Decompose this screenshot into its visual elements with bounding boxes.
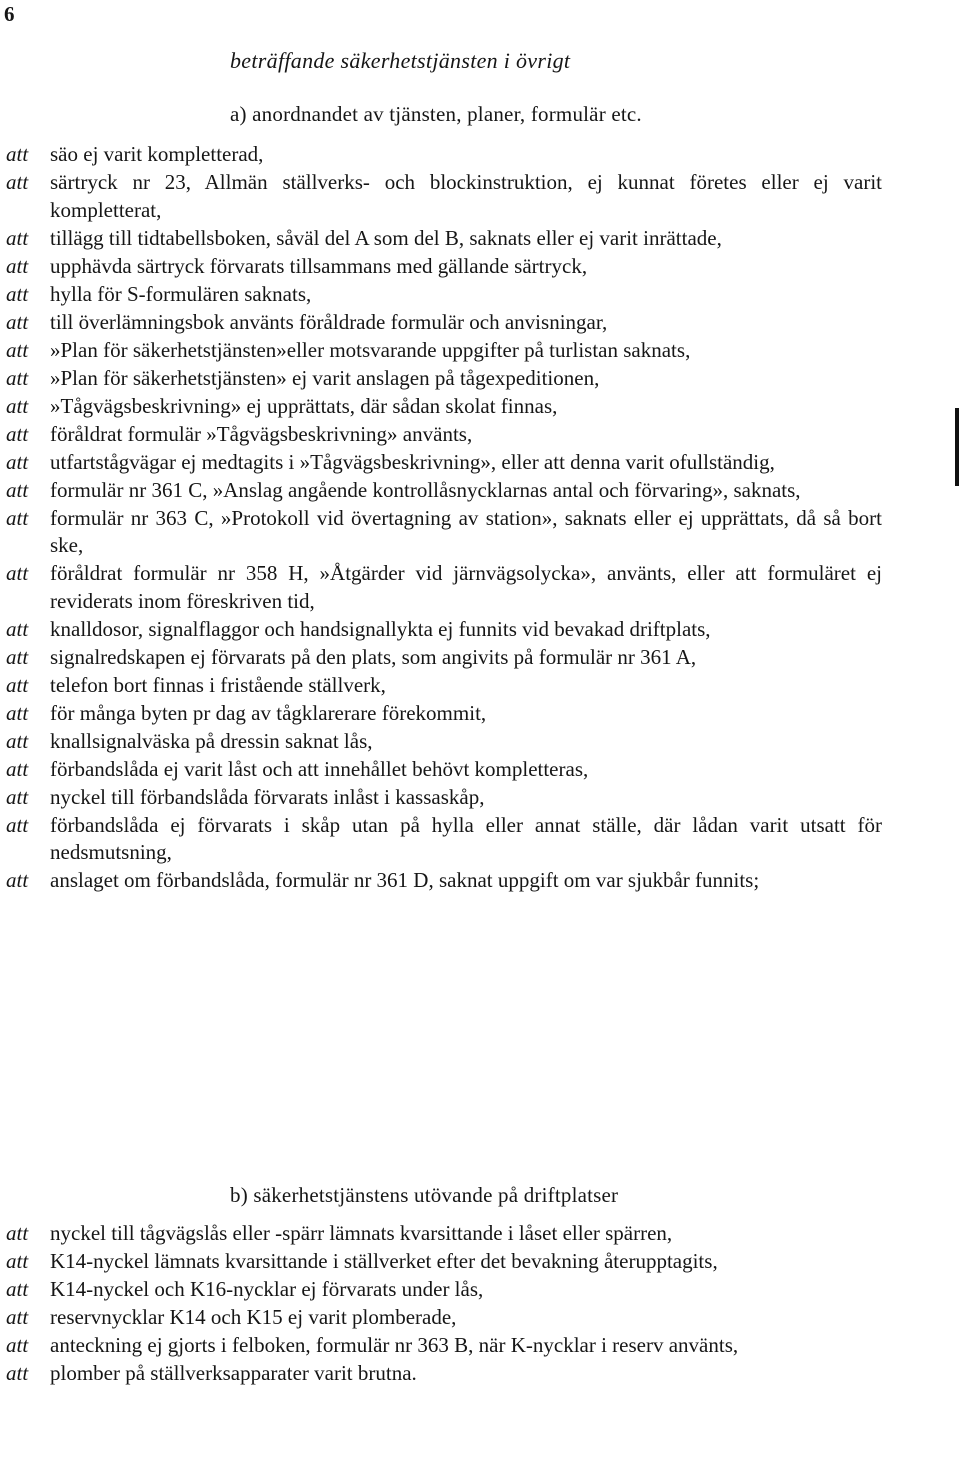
item-prefix: att bbox=[6, 868, 29, 892]
item-prefix: att bbox=[6, 616, 29, 641]
list-item bbox=[6, 141, 882, 169]
item-prefix: att bbox=[6, 1333, 29, 1357]
item-text: föråldrat formulär nr 358 H, »Åtgärder vid järnvägsolycka», använts, eller att formuläret ej reviderats inom föreskriven tid, bbox=[50, 561, 882, 613]
item-text: »Plan för säkerhetstjänsten»eller motsvarande uppgifter på turlistan saknats, bbox=[50, 337, 691, 362]
list-item bbox=[6, 756, 882, 784]
list-item bbox=[6, 812, 882, 867]
item-prefix: att bbox=[6, 812, 29, 837]
item-text: nyckel till förbandslåda förvarats inlåst i kassaskåp, bbox=[50, 784, 485, 809]
item-text: anteckning ej gjorts i felboken, formulär nr 363 B, när K-nycklar i reserv använts, bbox=[50, 1333, 739, 1357]
item-text: upphävda särtryck förvarats tillsammans med gällande särtryck, bbox=[50, 253, 588, 278]
item-text: »Tågvägsbeskrivning» ej upprättats, där sådan skolat finnas, bbox=[50, 393, 558, 418]
item-prefix: att bbox=[6, 449, 29, 474]
item-text: förbandslåda ej förvarats i skåp utan på hylla eller annat ställe, där lådan varit utsatt för nedsmutsning, bbox=[50, 812, 882, 864]
item-prefix: att bbox=[6, 309, 29, 334]
list-item bbox=[6, 672, 882, 700]
item-text: signalredskapen ej förvarats på den plats, som angivits på formulär nr 361 A, bbox=[50, 644, 697, 669]
item-prefix: att bbox=[6, 728, 29, 753]
item-prefix: att bbox=[6, 672, 29, 697]
item-prefix: att bbox=[6, 505, 29, 530]
list-item bbox=[6, 1360, 882, 1388]
list-item bbox=[6, 477, 882, 505]
item-text: säo ej varit kompletterad, bbox=[50, 142, 264, 166]
list-item bbox=[6, 505, 882, 560]
list-item bbox=[6, 867, 882, 895]
list-item bbox=[6, 1248, 882, 1276]
item-text: till överlämningsbok använts föråldrade formulär och anvisningar, bbox=[50, 309, 608, 334]
list-item bbox=[6, 728, 882, 756]
list-item bbox=[6, 1220, 882, 1248]
item-text: tillägg till tidtabellsboken, såväl del A som del B, saknats eller ej varit inrättade, bbox=[50, 225, 722, 250]
list-item bbox=[6, 616, 882, 644]
item-text: knallsignalväska på dressin saknat lås, bbox=[50, 728, 373, 753]
subheading-b: b) säkerhetstjänstens utövande på driftplatser bbox=[230, 1183, 619, 1207]
list-item bbox=[6, 281, 882, 309]
item-text: »Plan för säkerhetstjänsten» ej varit anslagen på tågexpeditionen, bbox=[50, 365, 600, 390]
item-prefix: att bbox=[6, 1361, 29, 1385]
item-text: K14-nyckel lämnats kvarsittande i ställverket efter det bevakning återupptagits, bbox=[50, 1249, 718, 1273]
margin-change-bar bbox=[955, 408, 959, 486]
list-item bbox=[6, 784, 882, 812]
item-text: nyckel till tågvägslås eller -spärr lämnats kvarsittande i låset eller spärren, bbox=[50, 1221, 673, 1245]
list-item bbox=[6, 337, 882, 365]
item-prefix: att bbox=[6, 253, 29, 278]
list-item bbox=[6, 365, 882, 393]
list-item bbox=[6, 449, 882, 477]
item-prefix: att bbox=[6, 142, 29, 166]
list-item bbox=[6, 225, 882, 253]
item-text: formulär nr 363 C, »Protokoll vid övertagning av station», saknats eller ej upprättats, då så bort ske, bbox=[50, 505, 882, 557]
item-text: föråldrat formulär »Tågvägsbeskrivning» använts, bbox=[50, 421, 473, 446]
item-prefix: att bbox=[6, 281, 29, 306]
item-text: plomber på ställverksapparater varit brutna. bbox=[50, 1361, 417, 1385]
item-prefix: att bbox=[6, 756, 29, 781]
list-item bbox=[6, 1304, 882, 1332]
item-text: knalldosor, signalflaggor och handsignallykta ej funnits vid bevakad driftplats, bbox=[50, 616, 711, 641]
list-item bbox=[6, 1276, 882, 1304]
item-prefix: att bbox=[6, 1277, 29, 1301]
item-text: telefon bort finnas i fristående ställverk, bbox=[50, 672, 386, 697]
page-number: 6 bbox=[4, 2, 15, 26]
item-prefix: att bbox=[6, 784, 29, 809]
section-heading: beträffande säkerhetstjänsten i övrigt bbox=[230, 48, 571, 73]
item-prefix: att bbox=[6, 700, 29, 725]
item-prefix: att bbox=[6, 393, 29, 418]
item-prefix: att bbox=[6, 644, 29, 669]
subheading-a: a) anordnandet av tjänsten, planer, formulär etc. bbox=[230, 102, 642, 126]
item-list-b bbox=[6, 1220, 882, 1388]
item-prefix: att bbox=[6, 365, 29, 390]
item-prefix: att bbox=[6, 225, 29, 250]
item-prefix: att bbox=[6, 561, 29, 585]
item-prefix: att bbox=[6, 337, 29, 362]
item-prefix: att bbox=[6, 421, 29, 446]
item-prefix: att bbox=[6, 1221, 29, 1245]
list-item bbox=[6, 644, 882, 672]
item-text: utfartstågvägar ej medtagits i »Tågvägsbeskrivning», eller att denna varit ofullständig, bbox=[50, 449, 775, 474]
item-text: anslaget om förbandslåda, formulär nr 361 D, saknat uppgift om var sjukbår funnits; bbox=[50, 868, 760, 892]
list-item bbox=[6, 1332, 882, 1360]
list-item bbox=[6, 700, 882, 728]
item-text: för många byten pr dag av tågklarerare förekommit, bbox=[50, 700, 487, 725]
list-item bbox=[6, 169, 882, 224]
list-item bbox=[6, 253, 882, 281]
list-item bbox=[6, 393, 882, 421]
item-text: reservnycklar K14 och K15 ej varit plomberade, bbox=[50, 1305, 457, 1329]
list-item bbox=[6, 309, 882, 337]
list-item bbox=[6, 421, 882, 449]
item-list-a bbox=[6, 141, 882, 895]
list-item bbox=[6, 560, 882, 615]
item-text: formulär nr 361 C, »Anslag angående kontrollåsnycklarnas antal och förvaring», saknats, bbox=[50, 477, 801, 502]
item-text: förbandslåda ej varit låst och att innehållet behövt kompletteras, bbox=[50, 756, 589, 781]
item-prefix: att bbox=[6, 170, 29, 194]
item-text: K14-nyckel och K16-nycklar ej förvarats under lås, bbox=[50, 1277, 484, 1301]
item-prefix: att bbox=[6, 477, 29, 502]
item-prefix: att bbox=[6, 1249, 29, 1273]
item-text: hylla för S-formulären saknats, bbox=[50, 281, 312, 306]
item-prefix: att bbox=[6, 1305, 29, 1329]
item-text: särtryck nr 23, Allmän ställverks- och blockinstruktion, ej kunnat företes eller ej varit kompletterat, bbox=[50, 170, 882, 222]
